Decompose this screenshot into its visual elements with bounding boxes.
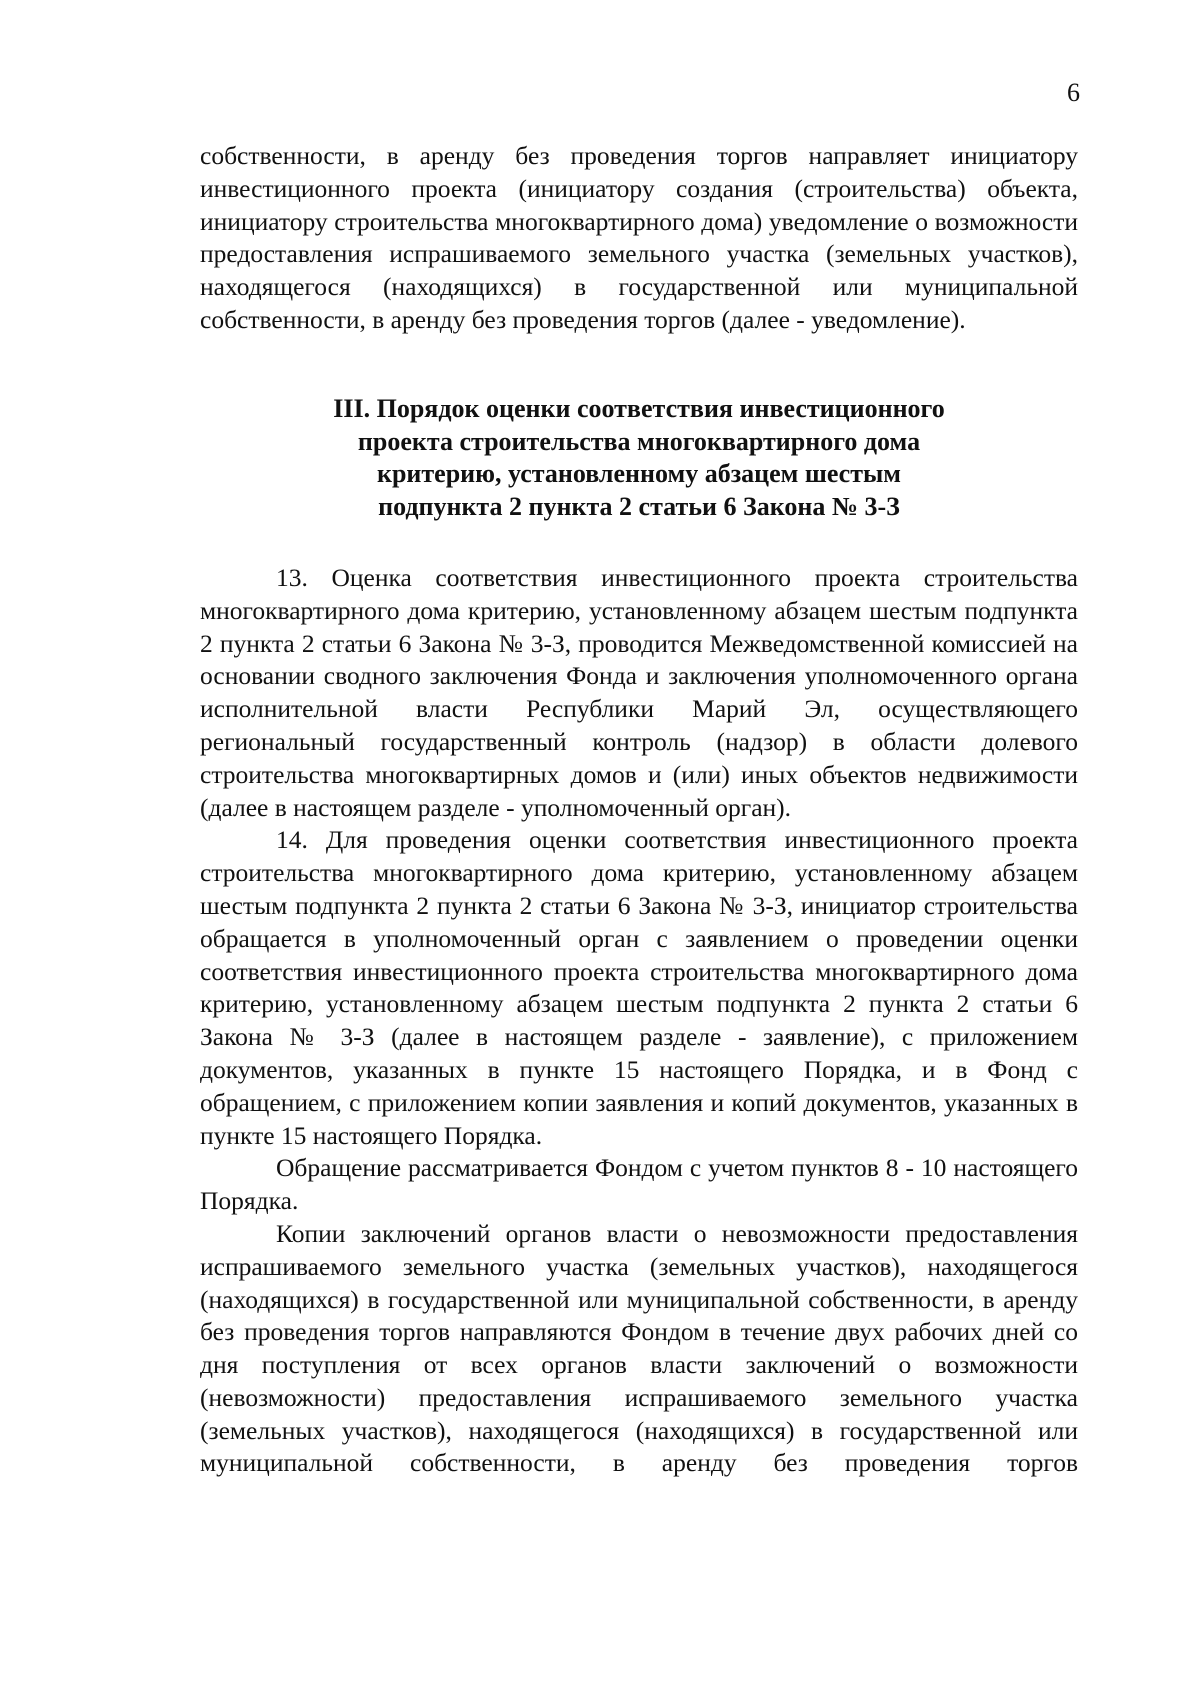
paragraph-appeal: Обращение рассматривается Фондом с учетом пунктов 8 - 10 настоящего Порядка.: [200, 1153, 1078, 1216]
paragraph-13: 13. Оценка соответствия инвестиционного проекта строительства многоквартирного дома критерию, установленному абзацем шестым подпункта 2 пункта 2 статьи 6 Закона № 3-З, проводится Межведомственной комиссией на основании сводного заключения Фонда и заключения уполномоченного органа исполнительной власти Республики Марий Эл, осуществляющего региональный государственный контроль (надзор) в области долевого строительства многоквартирных домов и (или) иных объектов недвижимости (далее в настоящем разделе - уполномоченный орган).: [200, 562, 1078, 822]
paragraph-continued: собственности, в аренду без проведения торгов направляет инициатору инвестиционного проекта (инициатору создания (строительства) объекта, инициатору строительства многоквартирного дома) уведомление о возможности предоставления испрашиваемого земельного участка (земельных участков), находящегося (находящихся) в государственной или муниципальной собственности, в аренду без проведения торгов (далее - уведомление).: [200, 141, 1078, 334]
section-title: [200, 393, 1078, 524]
section-title-line-4: подпункта 2 пункта 2 статьи 6 Закона № 3-З: [378, 492, 900, 522]
section-title-line-2: проекта строительства многоквартирного дома: [357, 426, 921, 456]
section-title-line-1: III. Порядок оценки соответствия инвестиционного: [333, 393, 945, 423]
paragraph-14: 14. Для проведения оценки соответствия инвестиционного проекта строительства многоквартирного дома критерию, установленному абзацем шестым подпункта 2 пункта 2 статьи 6 Закона № 3-З, инициатор строительства обращается в уполномоченный орган с заявлением о проведении оценки соответствия инвестиционного проекта строительства многоквартирного дома критерию, установленному абзацем шестым подпункта 2 пункта 2 статьи 6 Закона № 3-З (далее в настоящем разделе - заявление), с приложением документов, указанных в пункте 15 настоящего Порядка, и в Фонд с обращением, с приложением копии заявления и копий документов, указанных в пункте 15 настоящего Порядка.: [200, 825, 1078, 1150]
section-title-line-3: критерию, установленному абзацем шестым: [376, 459, 901, 489]
page-number: 6: [1067, 78, 1080, 107]
document-body: [200, 140, 1078, 1480]
paragraph-copies: Копии заключений органов власти о невозможности предоставления испрашиваемого земельного участка (земельных участков), находящегося (находящихся) в государственной или муниципальной собственности, в аренду без проведения торгов направляются Фондом в течение двух рабочих дней со дня поступления от всех органов власти заключений о возможности (невозможности) предоставления испрашиваемого земельного участка (земельных участков), находящегося (находящихся) в государственной или муниципальной собственности, в аренду без проведения торгов: [200, 1218, 1078, 1478]
